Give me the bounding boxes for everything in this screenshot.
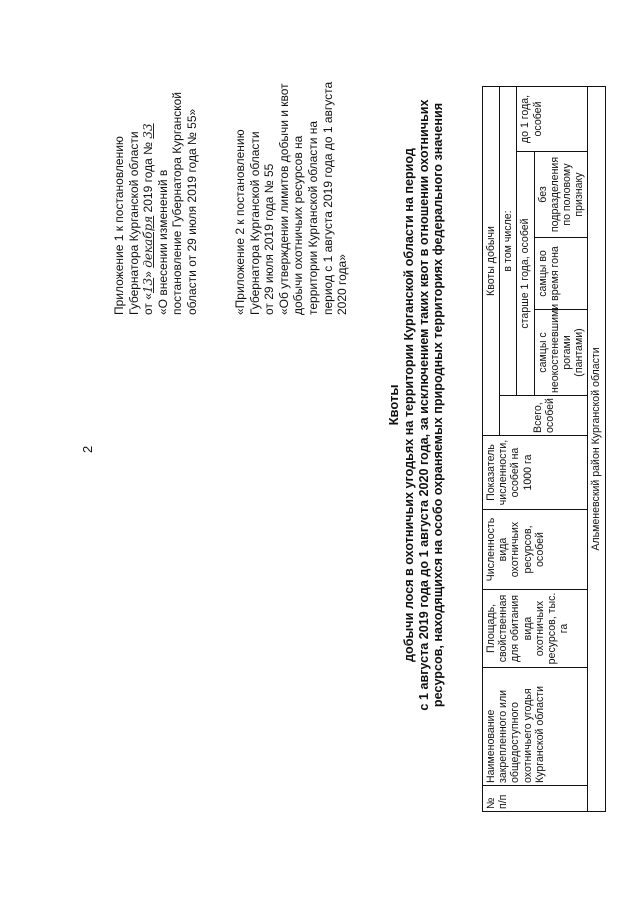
appendix-1-date-year: 2019 года №	[141, 138, 156, 216]
table-row	[588, 86, 605, 811]
appendix-1-line: Приложение 1 к постановлению	[112, 136, 126, 315]
appendix-2-line: территории Курганской области на	[305, 120, 320, 315]
header-hunting-ground: Наименование закрепленного или общедоступного охотничьего угодья Курганской области	[483, 668, 588, 786]
appendix-1-line: Губернатора Курганской области	[126, 131, 141, 315]
title-line: ресурсов, находящихся на особо охраняемых природных территориях федерального значения	[431, 102, 446, 708]
title-line: с 1 августа 2019 года до 1 августа 2020 года, за исключением таких квот в отношении охотничьих	[416, 99, 431, 711]
district-row: Альменевский район Курганской области	[588, 86, 605, 811]
header-including: в том числе:	[500, 86, 517, 395]
header-population: Численность вида охотничьих ресурсов, особей	[483, 510, 588, 590]
title-line: добычи лося в охотничьих угодьях на территории Курганской области на период	[401, 148, 416, 662]
header-no: № п/п	[483, 786, 588, 812]
appendix-1-line: области от 29 июля 2019 года № 55»	[184, 108, 199, 315]
appendix-2-line: период с 1 августа 2019 года до 1 августа	[320, 81, 335, 315]
title-line: Квоты	[386, 384, 401, 426]
appendix-1-date-quote: »	[141, 271, 156, 278]
document-title	[387, 55, 446, 755]
appendix-1-line: постановление Губернатора Курганской	[170, 92, 185, 315]
appendix-1-header	[112, 92, 200, 315]
appendix-1-date-line	[141, 92, 156, 315]
page-number: 2	[80, 445, 95, 453]
handwritten-day: 13	[141, 277, 156, 294]
appendix-2-line: добычи охотничьих ресурсов на	[291, 135, 306, 315]
header-males-antlers: самцы с неокостеневшими рогами (пантами)	[534, 310, 588, 396]
header-older-than-1: старше 1 года, особей	[517, 152, 534, 396]
appendix-2-line: 2020 года»	[335, 254, 350, 315]
quota-table	[482, 86, 606, 812]
handwritten-month: декабря	[141, 215, 156, 268]
header-males-rut: самцы во время гона	[534, 238, 588, 310]
header-quotas: Квоты добычи	[483, 86, 500, 435]
appendix-2-line: «Об утверждении лимитов добычи и квот	[276, 83, 291, 315]
header-total: Всего, особей	[500, 396, 588, 436]
handwritten-number: 33	[141, 123, 156, 139]
appendix-1-line: «О внесении изменений в	[155, 169, 170, 315]
appendix-2-line: от 29 июля 2019 года № 55	[262, 163, 277, 315]
appendix-2-header	[233, 82, 350, 315]
header-density: Показатель численности, особей на 1000 га	[483, 436, 588, 510]
header-no-sex-division: без подразделения по половому признаку	[534, 152, 588, 238]
appendix-2-line: Губернатора Курганской области	[247, 131, 262, 315]
appendix-2-line: «Приложение 2 к постановлению	[233, 129, 247, 315]
table-header-row	[483, 86, 500, 811]
header-under-1: до 1 года, особей	[517, 86, 588, 151]
header-area: Площадь, свойственная для обитания вида охотничьих ресурсов, тыс. га	[483, 590, 588, 668]
appendix-1-date-prefix: от «	[141, 293, 156, 315]
